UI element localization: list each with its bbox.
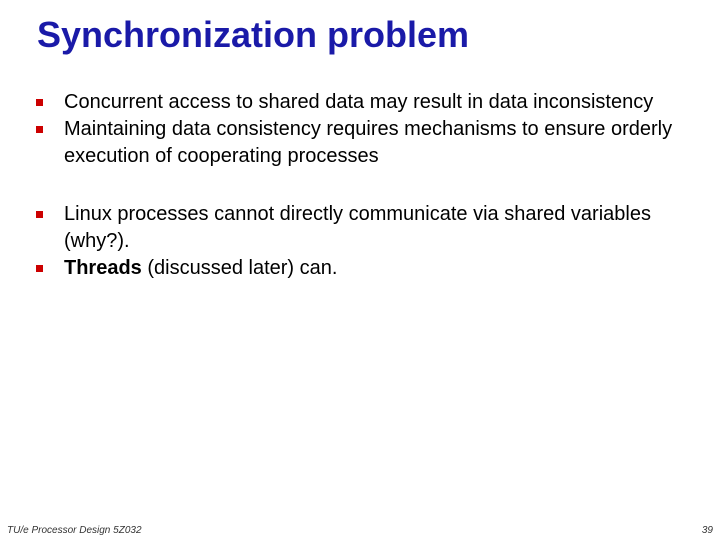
- square-bullet-icon: [36, 265, 43, 272]
- square-bullet-icon: [36, 126, 43, 133]
- bullet-text: (discussed later) can.: [141, 257, 338, 279]
- bullet-bold-term: Threads: [64, 257, 142, 279]
- bullet-item: [36, 201, 696, 255]
- bullet-list: [36, 89, 696, 282]
- bullet-item: [36, 255, 696, 282]
- footer-course: TU/e Processor Design 5Z032: [7, 525, 142, 536]
- bullet-text: Maintaining data consistency requires mechanisms to ensure orderly execution of cooperating processes: [64, 118, 673, 167]
- square-bullet-icon: [36, 99, 43, 106]
- bullet-text: Concurrent access to shared data may result in data inconsistency: [64, 91, 654, 113]
- bullet-item: [36, 89, 696, 116]
- square-bullet-icon: [36, 211, 43, 218]
- page-number: 39: [701, 525, 713, 536]
- bullet-item: [36, 116, 696, 170]
- bullet-text: Linux processes cannot directly communicate via shared variables (why?).: [64, 203, 651, 252]
- slide-title: Synchronization problem: [37, 14, 470, 55]
